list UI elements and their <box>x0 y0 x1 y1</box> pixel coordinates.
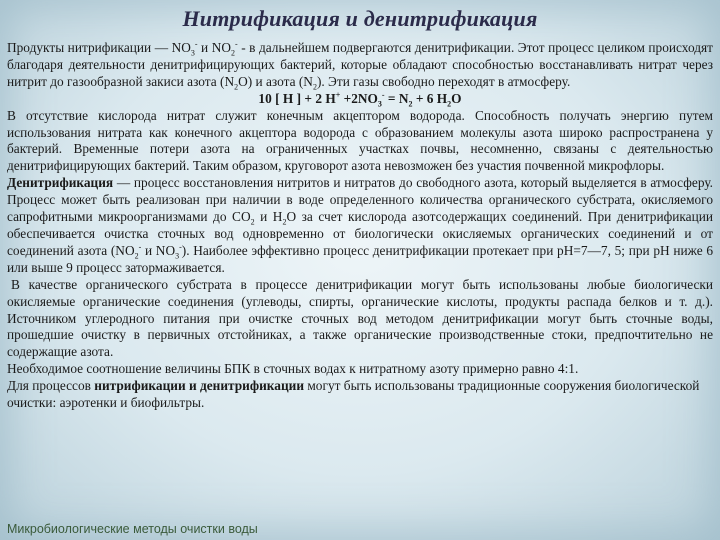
slide-title: Нитрификация и денитрификация <box>182 6 538 31</box>
bold-nitrification-denitrification: нитрификации и денитрификации <box>94 378 305 394</box>
paragraph-nitrification-products: Продукты нитрификации — $NO_3^-$ и $NO_2^-$ - в дальнейшем подвергаются денитрификации. Этот процесс целиком происходят благодаря деятельности денитрифицирующих бактерий, которые обладают способностью восстанавливать нитрат через нитрит до газообразной закиси азота $(N_2O)$ и азота $(N_2)$. Эти газы свободно переходят в атмосферу. <box>7 39 713 92</box>
term-denitrification: Денитрификация <box>7 175 114 191</box>
paragraph-bpk-ratio: Необходимое соотношение величины БПК в сточных водах к нитратному азоту примерно равно 4:1. <box>7 361 579 377</box>
paragraph-denitrification-definition: Денитрификация — процесс восстановления нитритов и нитратов до свободного азота, который выделяется в атмосферу. Процесс может быть реализован при наличии в воде определенного количества органического субстрата, окисляемого сапрофитными микроорганизмами до $СО_2$ и $Н_2О$ за счет кислорода азотсодержащих соединений. При денитрификации обеспечивается очистка сточных вод одновременно от биологически окисляемых органических соединений и от соединений азота ($NO_2^-$ и $NO_3^-$). Наиболее эффективно процесс денитрификации протекает при рН=7—7, 5; при рН ниже 6 или выше 9 процесс затормаживается. <box>7 175 713 275</box>
paragraph-treatment-facilities: Для процессов нитрификации и денитрификации могут быть использованы традиционные сооружения биологической очистки: аэротенки и биофильтры. <box>7 378 700 411</box>
equation-denitrification: 10 [ Н ] + 2 $Н^+ +2NO_3^- = N_2 + 6$ $Н_2О$ <box>258 90 462 109</box>
slide-footer: Микробиологические методы очистки воды <box>7 522 258 536</box>
paragraph-organic-substrate: В качестве органического субстрата в процессе денитрификации могут быть использованы любые биологически окисляемые органические соединения (углеводы, спирты, органические кислоты, продукты распада белков и т. д.). Источником углеродного питания при очистке сточных вод методом денитрификации могут быть сточные воды, прошедшие очистку в первичных отстойниках, а также органические производственные стоки, предпочтительно не содержащие азота. <box>7 276 713 360</box>
slide-body <box>7 40 713 412</box>
paragraph-anaerobic-nitrate: В отсутствие кислорода нитрат служит конечным акцептором водорода. Способность получать энергию путем использования нитрата как конечного акцептора водорода с образованием молекулы азота широко распространена у бактерий. Временные потери азота на ограниченных участках почвы, несомненно, связаны с деятельностью денитрифицирующих бактерий. Таким образом, круговорот азота невозможен без участия почвенной микрофлоры. <box>7 107 713 174</box>
